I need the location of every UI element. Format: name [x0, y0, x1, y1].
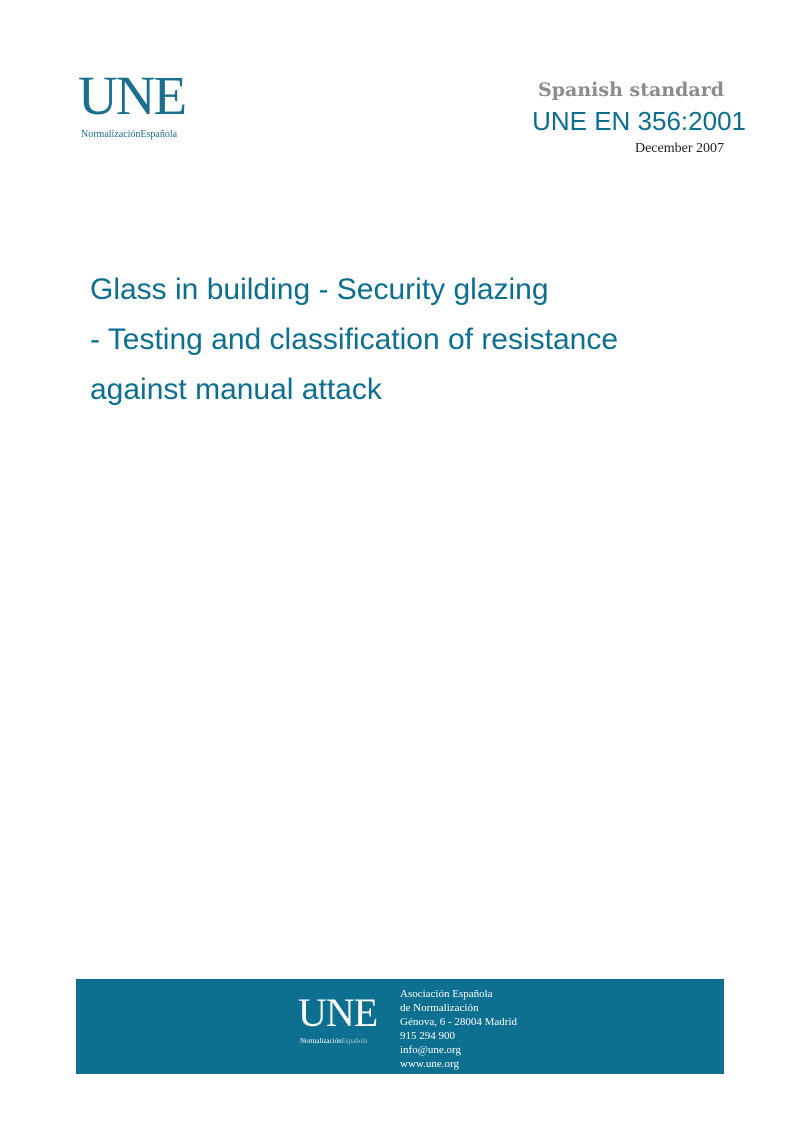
standard-date: December 2007 — [634, 141, 724, 156]
footer-phone: 915 294 900 — [400, 1030, 455, 1042]
footer-street-address: Génova, 6 - 28004 Madrid — [400, 1016, 518, 1028]
une-logo-wordmark: UNE — [78, 65, 186, 126]
footer-org-name-line1: Asociación Española — [400, 988, 493, 1000]
title-line: - Testing and classification of resistance — [90, 323, 619, 356]
standard-code: UNE EN 356:2001 — [532, 106, 746, 136]
footer-une-logo-subtitle-part2: Española — [341, 1037, 368, 1045]
footer-org-name-line2: de Normalización — [400, 1002, 479, 1014]
title-line: Glass in building - Security glazing — [90, 273, 549, 306]
footer-une-logo-subtitle-part1: Normalización — [300, 1037, 342, 1045]
footer-une-logo-wordmark: UNE — [298, 990, 378, 1035]
footer-band — [76, 979, 724, 1074]
footer-email[interactable]: info@une.org — [400, 1044, 461, 1056]
une-logo — [78, 65, 198, 142]
footer-une-logo-subtitle — [300, 1037, 367, 1045]
footer-address — [400, 987, 517, 1071]
document-title — [90, 265, 730, 415]
une-logo-subtitle — [81, 129, 177, 140]
standard-info — [446, 78, 746, 158]
footer-website[interactable]: www.une.org — [400, 1058, 459, 1070]
standard-type: Spanish standard — [538, 79, 724, 101]
footer-une-logo — [298, 990, 388, 1051]
une-logo-subtitle-part2: Española — [140, 129, 178, 140]
title-line: against manual attack — [90, 373, 382, 406]
une-logo-subtitle-part1: Normalización — [81, 129, 141, 140]
